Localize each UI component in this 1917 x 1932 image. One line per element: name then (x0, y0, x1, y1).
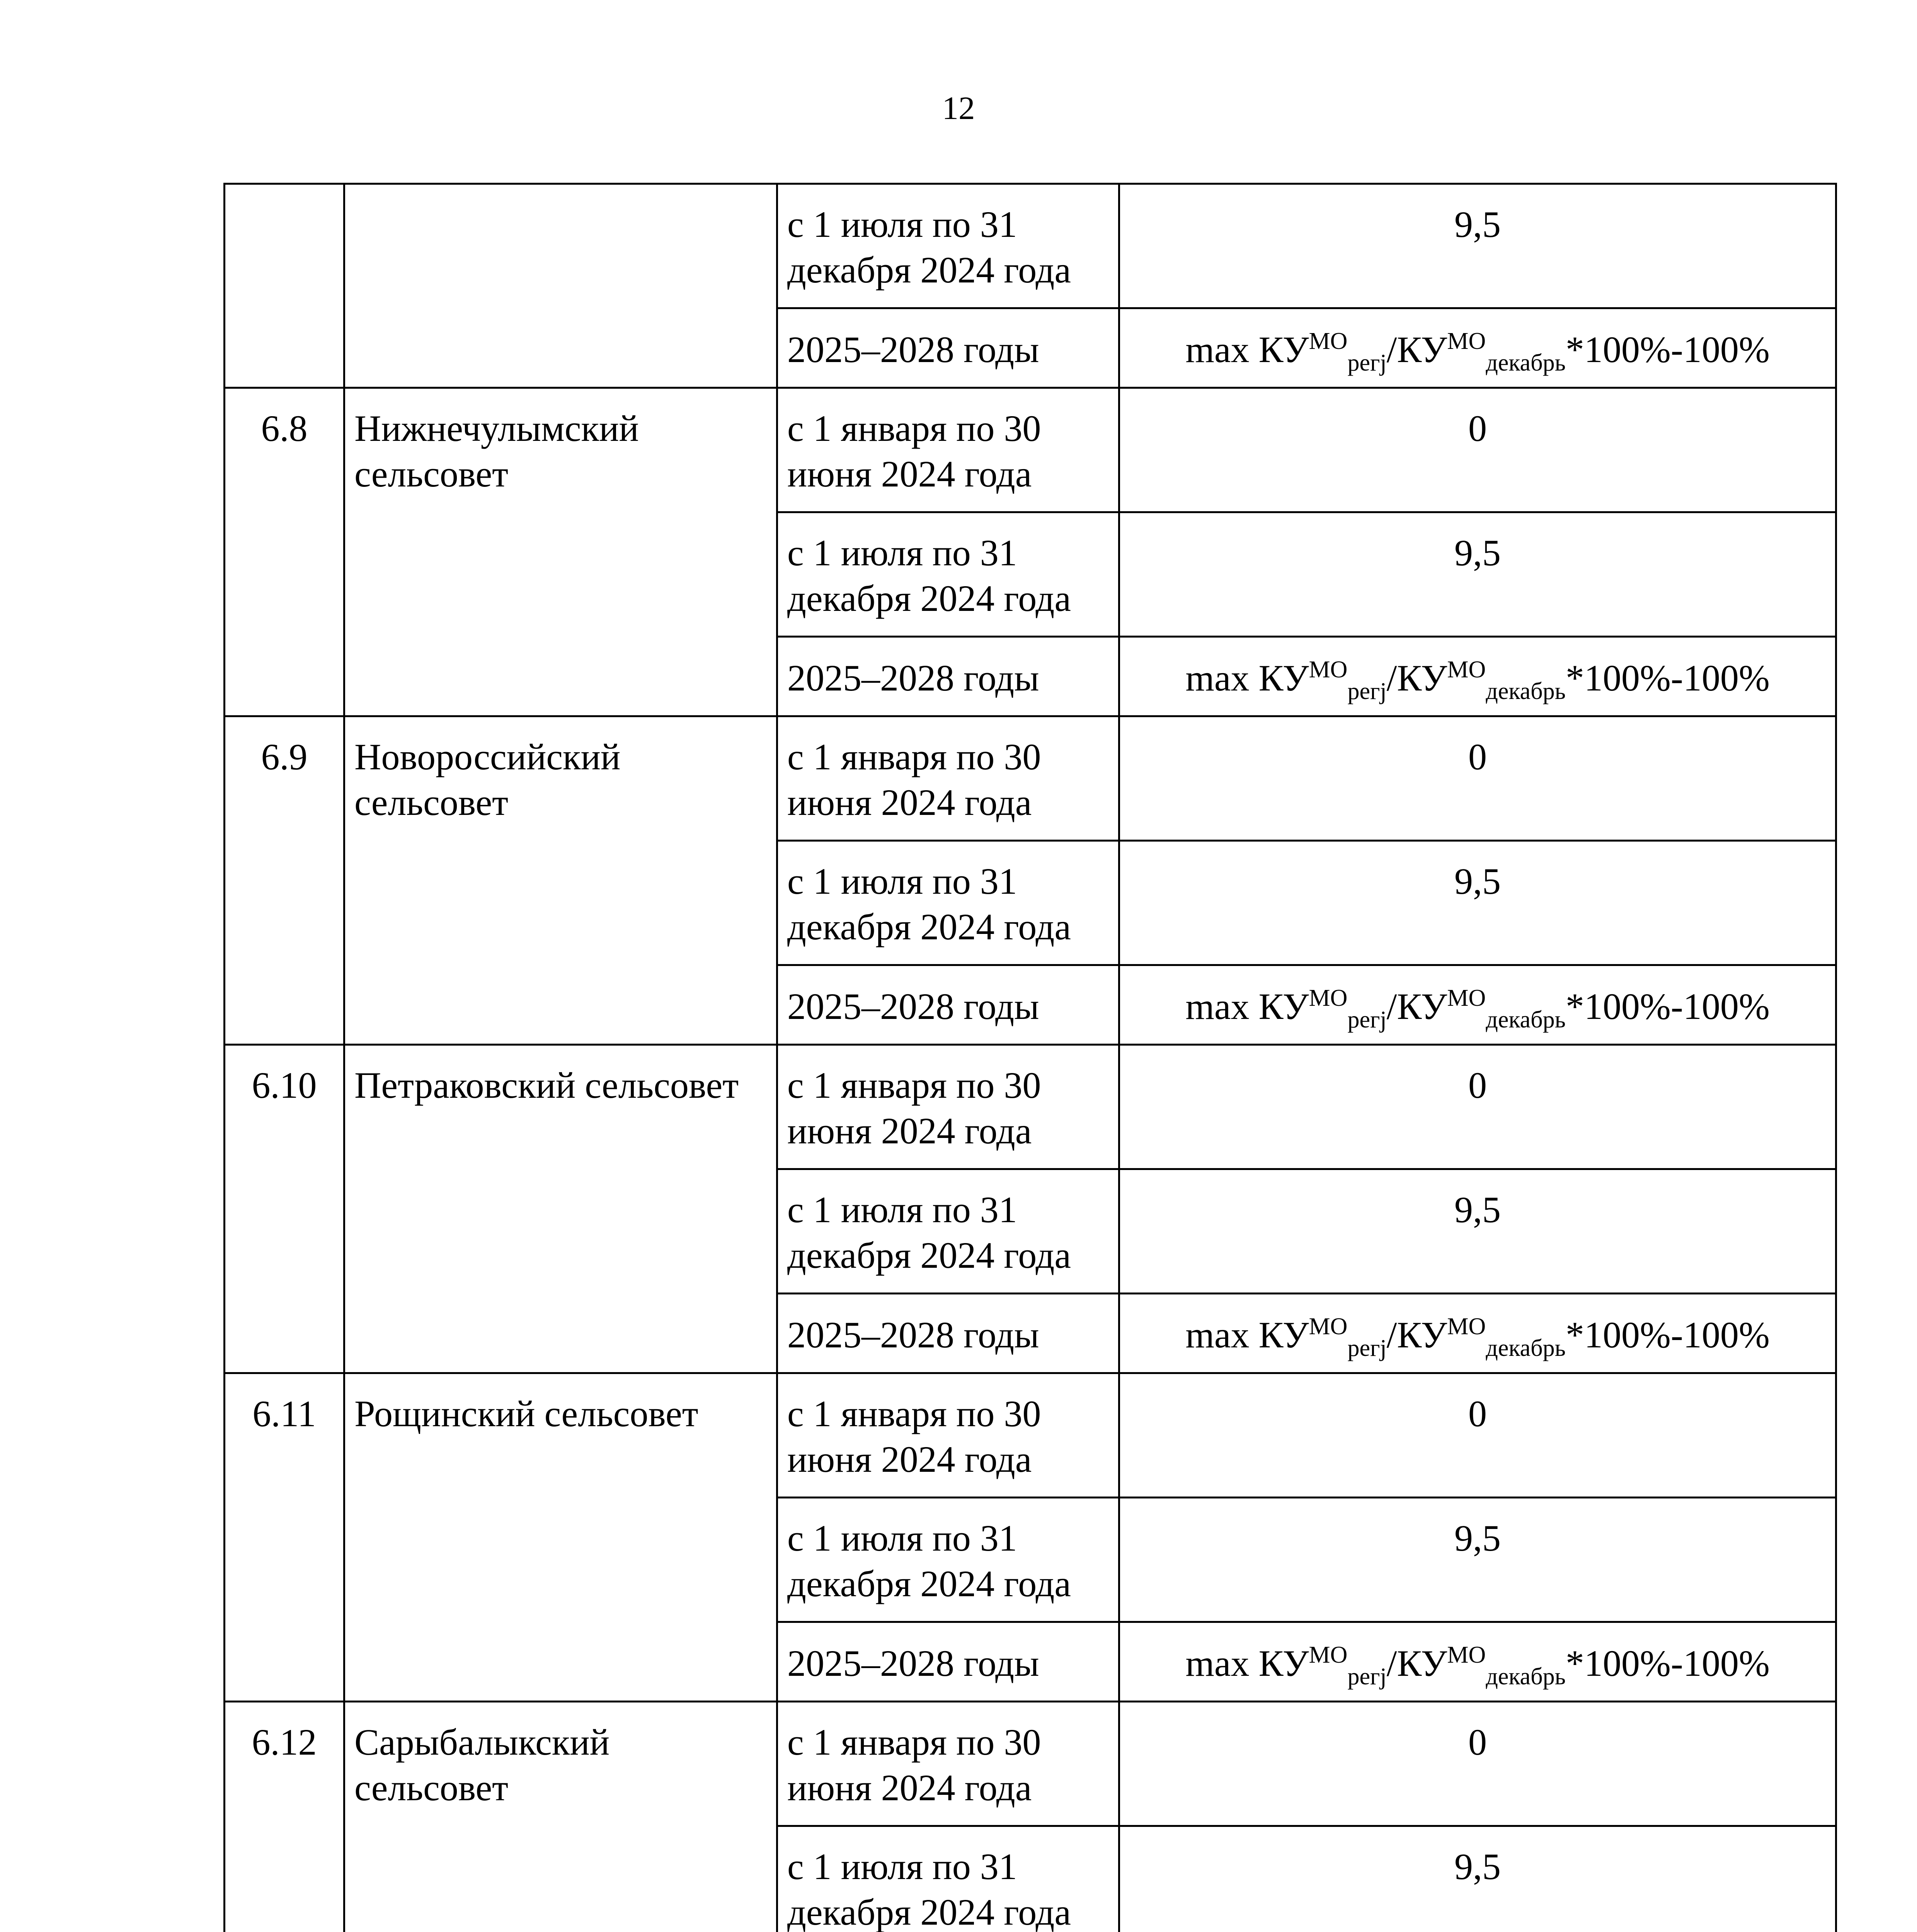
value-cell: 0 (1119, 1045, 1836, 1169)
municipality-name: Рощинский сельсовет (344, 1373, 777, 1702)
formula-suffix: *100%-100% (1565, 657, 1770, 699)
value-cell: 9,5 (1119, 841, 1836, 965)
table-row (225, 716, 1836, 841)
period-cell: 2025–2028 годы (777, 637, 1119, 716)
formula-superscript: МО (1309, 656, 1348, 683)
formula-subscript: регj (1347, 678, 1387, 704)
formula-subscript: регj (1347, 1006, 1387, 1033)
formula-divider: /КУ (1386, 328, 1447, 370)
formula-superscript: МО (1447, 985, 1486, 1011)
page-number: 12 (942, 90, 975, 126)
formula-cell (1119, 965, 1836, 1045)
period-cell: с 1 января по 30 июня 2024 года (777, 1045, 1119, 1169)
value-cell: 9,5 (1119, 512, 1836, 637)
formula-superscript: МО (1447, 656, 1486, 683)
formula-suffix: *100%-100% (1565, 1642, 1770, 1684)
entry-number: 6.8 (225, 388, 344, 716)
name-cell (344, 184, 777, 388)
period-cell: с 1 июля по 31 декабря 2024 года (777, 1498, 1119, 1622)
formula-superscript: МО (1309, 1313, 1348, 1340)
formula-subscript: декабрь (1486, 1335, 1566, 1361)
formula-divider: /КУ (1386, 985, 1447, 1027)
formula-subscript: декабрь (1486, 678, 1566, 704)
period-cell: с 1 июля по 31 декабря 2024 года (777, 841, 1119, 965)
formula-cell (1119, 1294, 1836, 1373)
formula-prefix: max КУ (1185, 1314, 1309, 1355)
period-cell: с 1 июля по 31 декабря 2024 года (777, 512, 1119, 637)
municipality-name: Петраковский сельсовет (344, 1045, 777, 1373)
formula-cell (1119, 1622, 1836, 1702)
municipality-name: Сарыбалыкский сельсовет (344, 1702, 777, 1932)
period-cell: с 1 января по 30 июня 2024 года (777, 1702, 1119, 1826)
formula-subscript: регj (1347, 1663, 1387, 1690)
municipality-name: Новороссийский сельсовет (344, 716, 777, 1045)
period-cell: с 1 июля по 31 декабря 2024 года (777, 1169, 1119, 1294)
formula-prefix: max КУ (1185, 1642, 1309, 1684)
formula-divider: /КУ (1386, 1314, 1447, 1355)
table-body (225, 184, 1836, 1932)
formula-suffix: *100%-100% (1565, 328, 1770, 370)
formula-cell (1119, 637, 1836, 716)
formula-superscript: МО (1309, 1641, 1348, 1668)
value-cell: 9,5 (1119, 1826, 1836, 1932)
number-cell (225, 184, 344, 388)
formula-superscript: МО (1447, 1641, 1486, 1668)
formula-superscript: МО (1309, 985, 1348, 1011)
formula-cell (1119, 308, 1836, 388)
formula-superscript: МО (1447, 328, 1486, 354)
entry-number: 6.12 (225, 1702, 344, 1932)
entry-number: 6.11 (225, 1373, 344, 1702)
table-row (225, 388, 1836, 512)
formula-prefix: max КУ (1185, 328, 1309, 370)
formula-prefix: max КУ (1185, 985, 1309, 1027)
period-cell: с 1 июля по 31 декабря 2024 года (777, 1826, 1119, 1932)
formula-subscript: регj (1347, 1335, 1387, 1361)
value-cell: 0 (1119, 716, 1836, 841)
table-row (225, 184, 1836, 308)
formula-subscript: регj (1347, 349, 1387, 376)
value-cell: 0 (1119, 1702, 1836, 1826)
formula-divider: /КУ (1386, 1642, 1447, 1684)
formula-prefix: max КУ (1185, 657, 1309, 699)
period-cell: 2025–2028 годы (777, 1294, 1119, 1373)
value-cell: 0 (1119, 1373, 1836, 1498)
period-cell: 2025–2028 годы (777, 308, 1119, 388)
value-cell: 0 (1119, 388, 1836, 512)
tariff-index-table (223, 183, 1837, 1932)
formula-superscript: МО (1309, 328, 1348, 354)
table-row (225, 1373, 1836, 1498)
formula-superscript: МО (1447, 1313, 1486, 1340)
period-cell: с 1 января по 30 июня 2024 года (777, 716, 1119, 841)
formula-suffix: *100%-100% (1565, 1314, 1770, 1355)
period-cell: 2025–2028 годы (777, 1622, 1119, 1702)
formula-suffix: *100%-100% (1565, 985, 1770, 1027)
period-cell: с 1 января по 30 июня 2024 года (777, 1373, 1119, 1498)
table-row (225, 1045, 1836, 1169)
value-cell: 9,5 (1119, 1169, 1836, 1294)
formula-subscript: декабрь (1486, 349, 1566, 376)
entry-number: 6.10 (225, 1045, 344, 1373)
period-cell: 2025–2028 годы (777, 965, 1119, 1045)
entry-number: 6.9 (225, 716, 344, 1045)
period-cell: с 1 июля по 31 декабря 2024 года (777, 184, 1119, 308)
municipality-name: Нижнечулымский сельсовет (344, 388, 777, 716)
value-cell: 9,5 (1119, 184, 1836, 308)
period-cell: с 1 января по 30 июня 2024 года (777, 388, 1119, 512)
formula-subscript: декабрь (1486, 1663, 1566, 1690)
formula-divider: /КУ (1386, 657, 1447, 699)
value-cell: 9,5 (1119, 1498, 1836, 1622)
table-row (225, 1702, 1836, 1826)
formula-subscript: декабрь (1486, 1006, 1566, 1033)
